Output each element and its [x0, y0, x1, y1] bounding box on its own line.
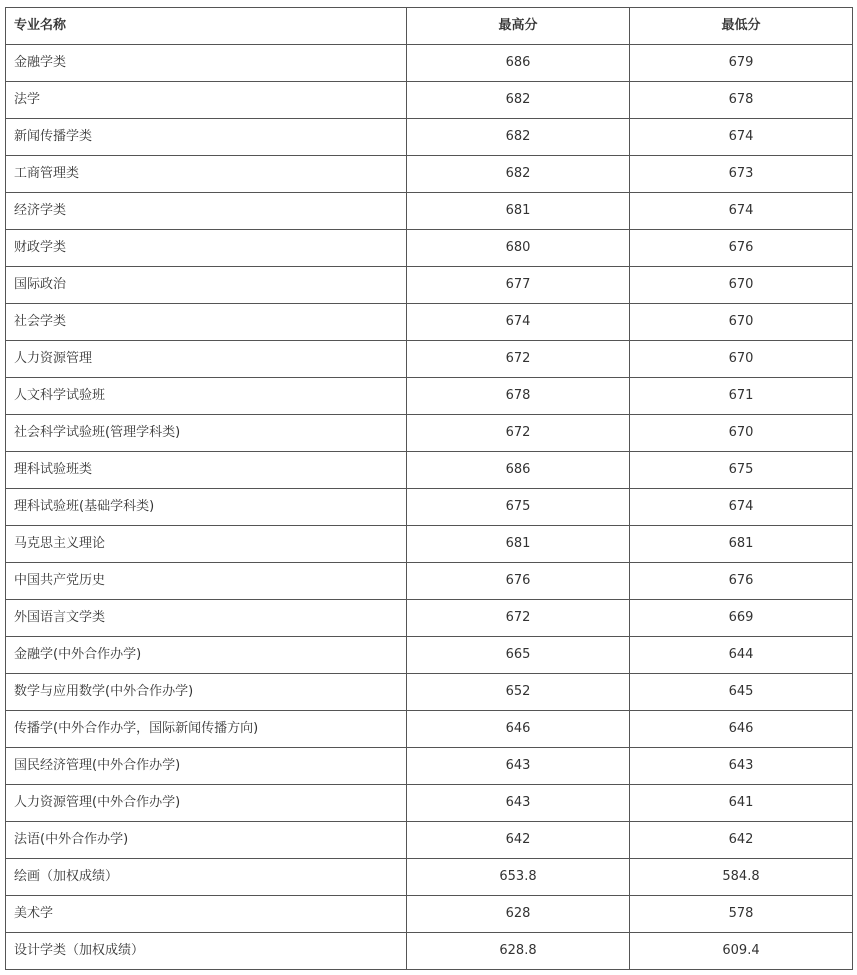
table-row: [6, 378, 853, 415]
cell-max-score: 643: [407, 748, 630, 785]
cell-max-score: 672: [407, 415, 630, 452]
cell-min-score: 675: [630, 452, 853, 489]
cell-max-score: 652: [407, 674, 630, 711]
cell-min-score: 641: [630, 785, 853, 822]
cell-max-score: 642: [407, 822, 630, 859]
cell-min-score: 584.8: [630, 859, 853, 896]
cell-max-score: 686: [407, 452, 630, 489]
cell-max-score: 682: [407, 82, 630, 119]
table-row: [6, 415, 853, 452]
cell-major-name: 国际政治: [6, 267, 407, 304]
cell-max-score: 672: [407, 341, 630, 378]
header-min-score: 最低分: [630, 8, 853, 45]
cell-max-score: 646: [407, 711, 630, 748]
cell-major-name: 金融学类: [6, 45, 407, 82]
cell-min-score: 678: [630, 82, 853, 119]
table-row: [6, 489, 853, 526]
cell-max-score: 681: [407, 193, 630, 230]
cell-min-score: 609.4: [630, 933, 853, 970]
cell-major-name: 马克思主义理论: [6, 526, 407, 563]
table-row: [6, 785, 853, 822]
cell-max-score: 677: [407, 267, 630, 304]
cell-major-name: 绘画（加权成绩）: [6, 859, 407, 896]
cell-min-score: 643: [630, 748, 853, 785]
table-header-row: [6, 8, 853, 45]
cell-max-score: 665: [407, 637, 630, 674]
table-row: [6, 452, 853, 489]
cell-max-score: 682: [407, 119, 630, 156]
cell-major-name: 社会学类: [6, 304, 407, 341]
cell-max-score: 672: [407, 600, 630, 637]
cell-major-name: 人文科学试验班: [6, 378, 407, 415]
cell-major-name: 法学: [6, 82, 407, 119]
table-row: [6, 341, 853, 378]
table-row: [6, 82, 853, 119]
cell-max-score: 628.8: [407, 933, 630, 970]
table-row: [6, 193, 853, 230]
table-row: [6, 711, 853, 748]
cell-max-score: 628: [407, 896, 630, 933]
cell-min-score: 676: [630, 230, 853, 267]
cell-major-name: 数学与应用数学(中外合作办学): [6, 674, 407, 711]
cell-major-name: 人力资源管理: [6, 341, 407, 378]
table-row: [6, 748, 853, 785]
cell-min-score: 670: [630, 267, 853, 304]
cell-max-score: 674: [407, 304, 630, 341]
cell-min-score: 674: [630, 119, 853, 156]
table-row: [6, 822, 853, 859]
cell-min-score: 679: [630, 45, 853, 82]
table-row: [6, 674, 853, 711]
cell-min-score: 673: [630, 156, 853, 193]
cell-min-score: 670: [630, 415, 853, 452]
cell-major-name: 中国共产党历史: [6, 563, 407, 600]
table-row: [6, 637, 853, 674]
cell-major-name: 法语(中外合作办学): [6, 822, 407, 859]
table-row: [6, 304, 853, 341]
table-row: [6, 526, 853, 563]
cell-min-score: 646: [630, 711, 853, 748]
cell-max-score: 681: [407, 526, 630, 563]
header-max-score: 最高分: [407, 8, 630, 45]
cell-max-score: 676: [407, 563, 630, 600]
cell-max-score: 682: [407, 156, 630, 193]
cell-min-score: 644: [630, 637, 853, 674]
cell-major-name: 经济学类: [6, 193, 407, 230]
cell-max-score: 680: [407, 230, 630, 267]
table-row: [6, 267, 853, 304]
cell-major-name: 美术学: [6, 896, 407, 933]
cell-major-name: 传播学(中外合作办学，国际新闻传播方向): [6, 711, 407, 748]
cell-major-name: 人力资源管理(中外合作办学): [6, 785, 407, 822]
score-table: [5, 7, 853, 970]
cell-major-name: 新闻传播学类: [6, 119, 407, 156]
cell-min-score: 645: [630, 674, 853, 711]
cell-min-score: 669: [630, 600, 853, 637]
table-row: [6, 119, 853, 156]
cell-min-score: 676: [630, 563, 853, 600]
table-row: [6, 600, 853, 637]
table-row: [6, 230, 853, 267]
cell-major-name: 理科试验班(基础学科类): [6, 489, 407, 526]
cell-major-name: 金融学(中外合作办学): [6, 637, 407, 674]
cell-min-score: 681: [630, 526, 853, 563]
table-row: [6, 896, 853, 933]
cell-major-name: 社会科学试验班(管理学科类): [6, 415, 407, 452]
table-row: [6, 933, 853, 970]
cell-min-score: 671: [630, 378, 853, 415]
cell-min-score: 674: [630, 193, 853, 230]
cell-max-score: 643: [407, 785, 630, 822]
cell-min-score: 642: [630, 822, 853, 859]
cell-min-score: 670: [630, 304, 853, 341]
table-row: [6, 859, 853, 896]
cell-major-name: 国民经济管理(中外合作办学): [6, 748, 407, 785]
cell-max-score: 686: [407, 45, 630, 82]
cell-major-name: 工商管理类: [6, 156, 407, 193]
cell-major-name: 理科试验班类: [6, 452, 407, 489]
cell-major-name: 设计学类（加权成绩）: [6, 933, 407, 970]
cell-major-name: 外国语言文学类: [6, 600, 407, 637]
cell-min-score: 578: [630, 896, 853, 933]
cell-major-name: 财政学类: [6, 230, 407, 267]
table-body: [6, 45, 853, 970]
table-row: [6, 563, 853, 600]
cell-min-score: 670: [630, 341, 853, 378]
cell-max-score: 653.8: [407, 859, 630, 896]
table-row: [6, 156, 853, 193]
cell-min-score: 674: [630, 489, 853, 526]
cell-max-score: 675: [407, 489, 630, 526]
table-row: [6, 45, 853, 82]
header-major-name: 专业名称: [6, 8, 407, 45]
cell-max-score: 678: [407, 378, 630, 415]
